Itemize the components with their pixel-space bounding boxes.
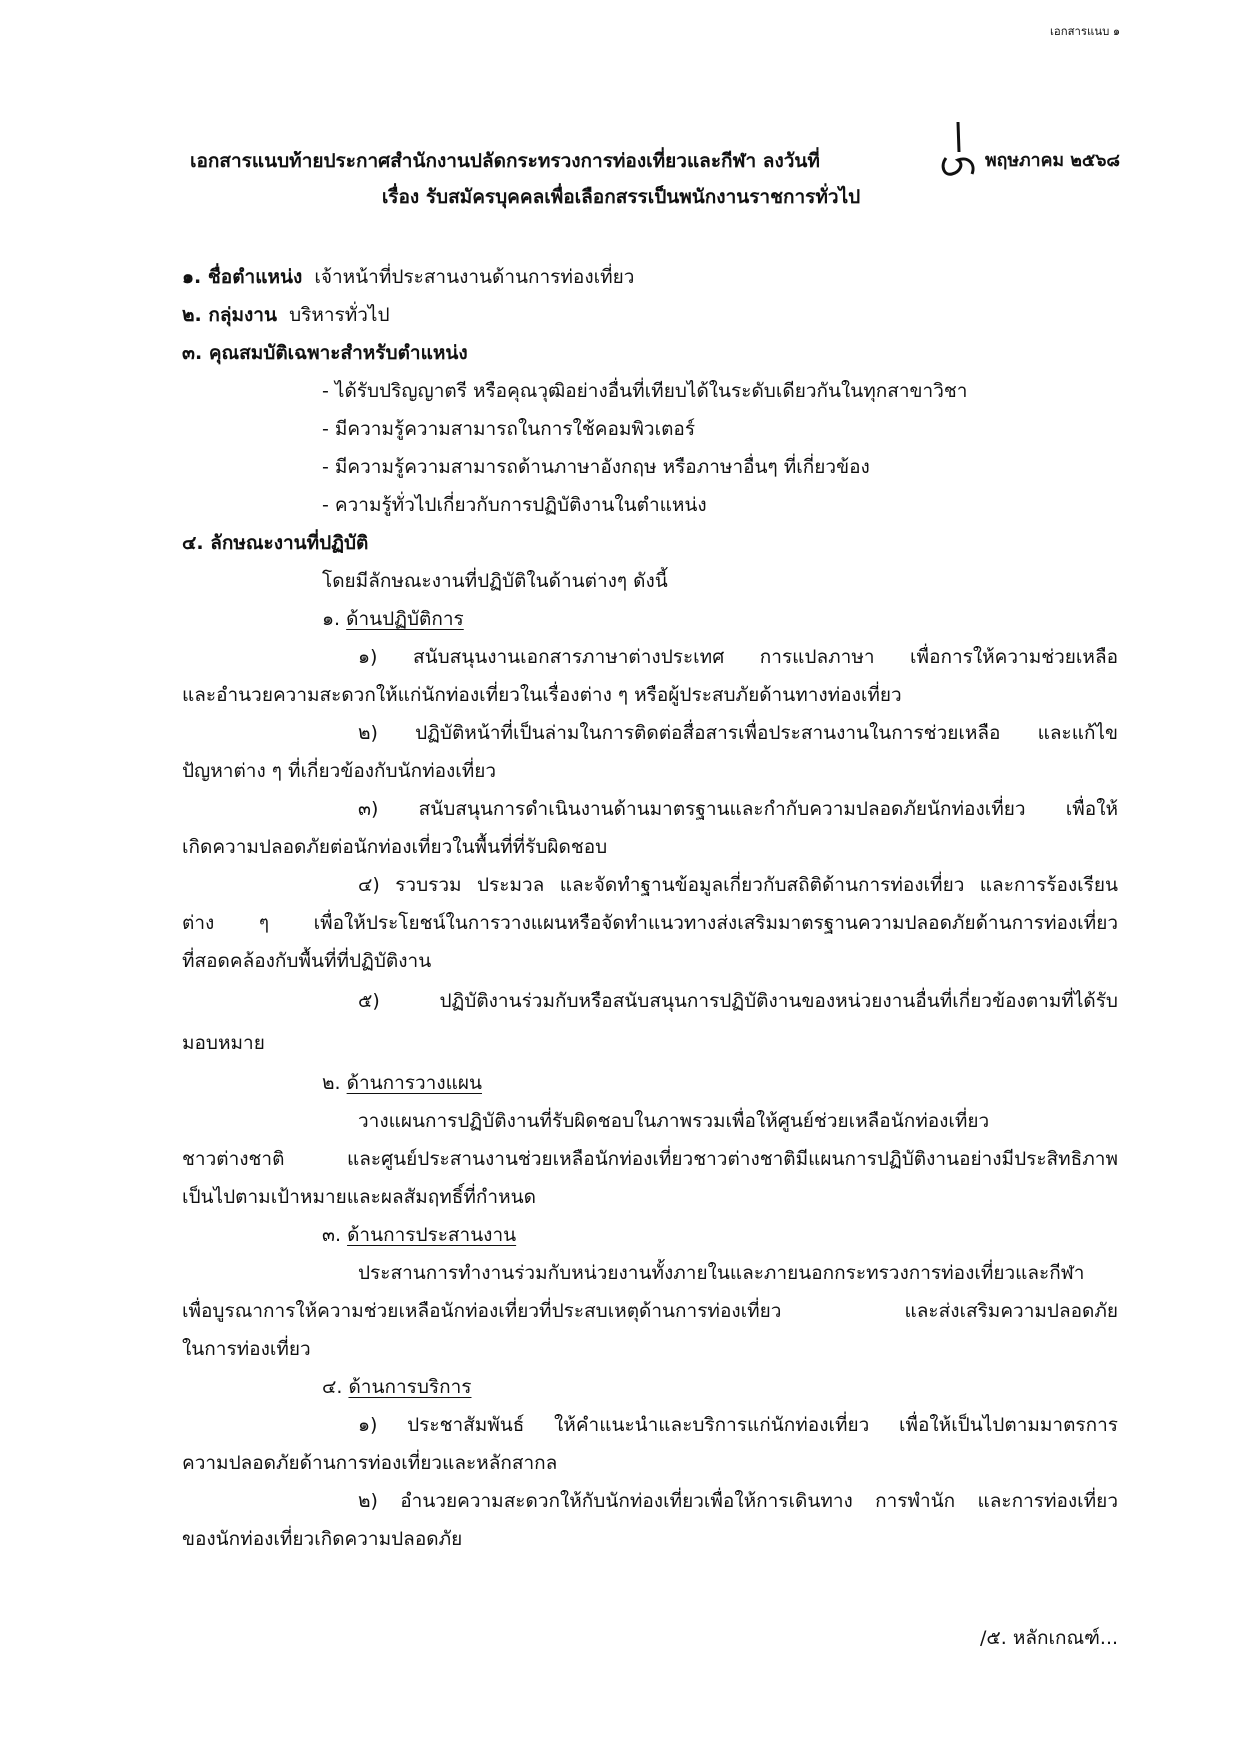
coordination-number: ๓. xyxy=(322,1224,342,1246)
section-2-label: ๒. กลุ่มงาน xyxy=(182,304,277,326)
planning-title: ด้านการวางแผน xyxy=(346,1072,482,1094)
service-line: ความปลอดภัยด้านการท่องเที่ยวและหลักสากล xyxy=(182,1452,558,1474)
operations-line: มอบหมาย xyxy=(182,1032,265,1054)
section-1-label: ๑. ชื่อตำแหน่ง xyxy=(182,266,303,288)
section-1 xyxy=(182,264,634,290)
planning-number: ๒. xyxy=(322,1072,341,1094)
service-line: ของนักท่องเที่ยวเกิดความปลอดภัย xyxy=(182,1528,463,1550)
section-4-label: ๔. ลักษณะงานที่ปฏิบัติ xyxy=(182,532,369,554)
operations-line: เกิดความปลอดภัยต่อนักท่องเที่ยวในพื้นที่ที่รับผิดชอบ xyxy=(182,836,608,858)
service-number: ๔. xyxy=(322,1376,343,1398)
operations-line: ที่สอดคล้องกับพื้นที่ที่ปฏิบัติงาน xyxy=(182,950,432,972)
operations-line: ต่าง ๆ เพื่อให้ประโยชน์ในการวางแผนหรือจัดทำแนวทางส่งเสริมมาตรฐานความปลอดภัยด้านการท่องเที่ยว xyxy=(182,912,1118,934)
planning-line: เป็นไปตามเป้าหมายและผลสัมฤทธิ์ที่กำหนด xyxy=(182,1186,536,1208)
planning-heading xyxy=(322,1070,482,1096)
document-title-post: พฤษภาคม ๒๕๖๘ xyxy=(985,151,1121,171)
qualification-item: - ได้รับปริญญาตรี หรือคุณวุฒิอย่างอื่นที่เทียบได้ในระดับเดียวกันในทุกสาขาวิชา xyxy=(322,380,968,402)
operations-line: และอำนวยความสะดวกให้แก่นักท่องเที่ยวในเรื่องต่าง ๆ หรือผู้ประสบภัยด้านทางท่องเที่ยว xyxy=(182,684,902,706)
section-4-intro: โดยมีลักษณะงานที่ปฏิบัติในด้านต่างๆ ดังนี้ xyxy=(322,570,668,592)
operations-line: ๔) รวบรวม ประมวล และจัดทำฐานข้อมูลเกี่ยวกับสถิติด้านการท่องเที่ยว และการร้องเรียน xyxy=(358,874,1118,896)
qualification-item: - มีความรู้ความสามารถในการใช้คอมพิวเตอร์ xyxy=(322,418,696,440)
planning-line: ชาวต่างชาติ และศูนย์ประสานงานช่วยเหลือนักท่องเที่ยวชาวต่างชาติมีแผนการปฏิบัติงานอย่างมีประสิทธิภาพ xyxy=(182,1148,1118,1170)
coordination-title: ด้านการประสานงาน xyxy=(347,1224,517,1246)
operations-line: ๑) สนับสนุนงานเอกสารภาษาต่างประเทศ การแปลภาษา เพื่อการให้ความช่วยเหลือ xyxy=(358,646,1118,668)
section-1-value: เจ้าหน้าที่ประสานงานด้านการท่องเที่ยว xyxy=(314,266,635,288)
section-2 xyxy=(182,302,390,328)
operations-line: ปัญหาต่าง ๆ ที่เกี่ยวข้องกับนักท่องเที่ยว xyxy=(182,760,497,782)
next-page-marker: /๕. หลักเกณฑ์... xyxy=(980,1627,1119,1649)
operations-heading xyxy=(322,606,464,632)
attachment-number: เอกสารแนบ ๑ xyxy=(1050,24,1121,38)
qualification-item: - ความรู้ทั่วไปเกี่ยวกับการปฏิบัติงานในตำแหน่ง xyxy=(322,494,707,516)
operations-number: ๑. xyxy=(322,608,341,630)
service-heading xyxy=(322,1374,472,1400)
service-line: ๑) ประชาสัมพันธ์ ให้คำแนะนำและบริการแก่นักท่องเที่ยว เพื่อให้เป็นไปตามมาตรการ xyxy=(358,1414,1118,1436)
operations-line: ๒) ปฏิบัติหน้าที่เป็นล่ามในการติดต่อสื่อสารเพื่อประสานงานในการช่วยเหลือ และแก้ไข xyxy=(358,722,1118,744)
coordination-line: เพื่อบูรณาการให้ความช่วยเหลือนักท่องเที่ยวที่ประสบเหตุด้านการท่องเที่ยว และส่งเสริมความปลอดภัย xyxy=(182,1300,1118,1322)
service-title: ด้านการบริการ xyxy=(348,1376,472,1398)
operations-line: ๓) สนับสนุนการดำเนินงานด้านมาตรฐานและกำกับความปลอดภัยนักท่องเที่ยว เพื่อให้ xyxy=(358,798,1118,820)
operations-title: ด้านปฏิบัติการ xyxy=(346,608,464,630)
qualification-item: - มีความรู้ความสามารถด้านภาษาอังกฤษ หรือภาษาอื่นๆ ที่เกี่ยวข้อง xyxy=(322,456,870,478)
coordination-line: ประสานการทำงานร่วมกับหน่วยงานทั้งภายในและภายนอกกระทรวงการท่องเที่ยวและกีฬา xyxy=(358,1262,1085,1284)
service-line: ๒) อำนวยความสะดวกให้กับนักท่องเที่ยวเพื่อให้การเดินทาง การพำนัก และการท่องเที่ยว xyxy=(358,1490,1118,1512)
handwritten-date-mark xyxy=(938,118,978,188)
planning-line: วางแผนการปฏิบัติงานที่รับผิดชอบในภาพรวมเพื่อให้ศูนย์ช่วยเหลือนักท่องเที่ยว xyxy=(358,1110,990,1132)
document-subject: เรื่อง รับสมัครบุคคลเพื่อเลือกสรรเป็นพนักงานราชการทั่วไป xyxy=(381,186,861,208)
coordination-line: ในการท่องเที่ยว xyxy=(182,1338,311,1360)
section-2-value: บริหารทั่วไป xyxy=(289,304,390,326)
operations-line: ๕) ปฏิบัติงานร่วมกับหรือสนับสนุนการปฏิบัติงานของหน่วยงานอื่นที่เกี่ยวข้องตามที่ได้รับ xyxy=(358,990,1118,1012)
document-title-pre: เอกสารแนบท้ายประกาศสำนักงานปลัดกระทรวงการท่องเที่ยวและกีฬา ลงวันที่ xyxy=(190,150,820,172)
section-3-label: ๓. คุณสมบัติเฉพาะสำหรับตำแหน่ง xyxy=(182,342,468,364)
coordination-heading xyxy=(322,1222,516,1248)
